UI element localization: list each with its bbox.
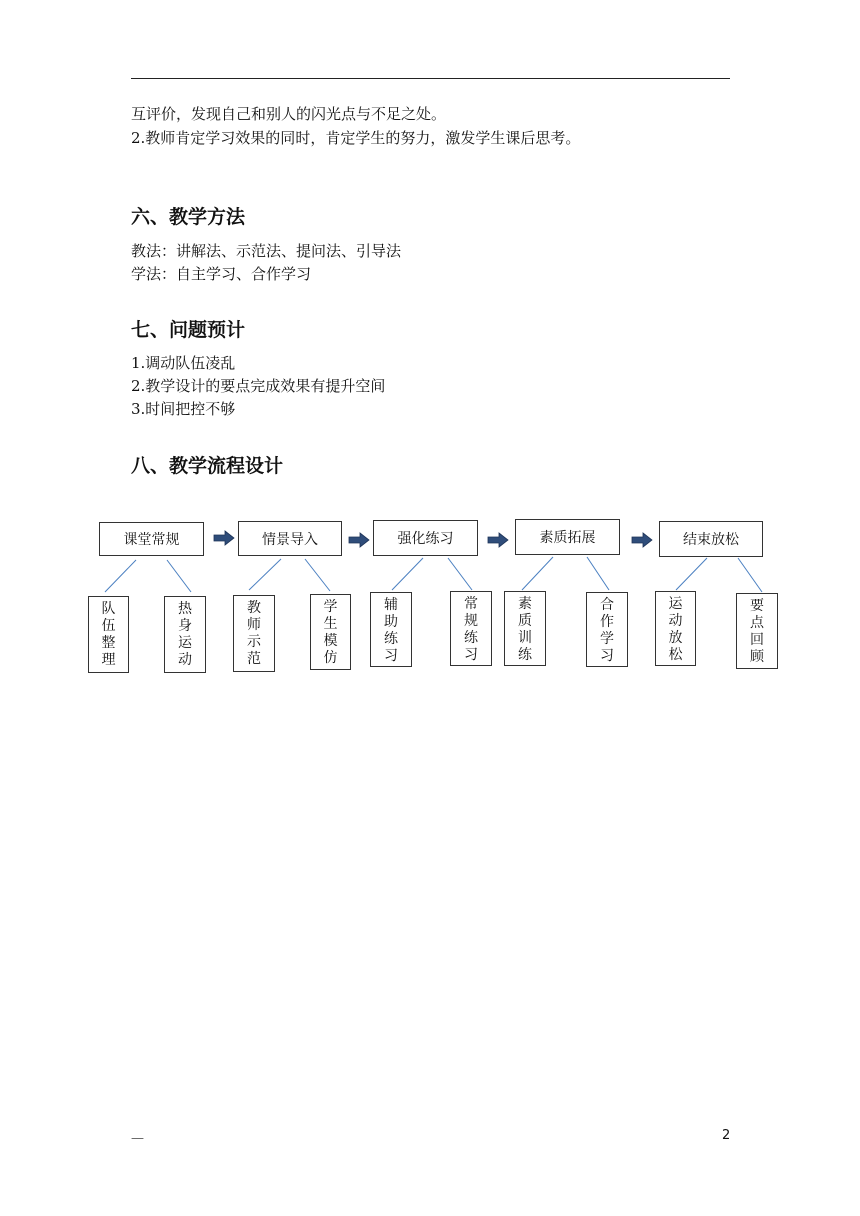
connector-line [522, 557, 553, 590]
connector-line [448, 558, 472, 590]
connector-line [738, 558, 762, 592]
flow-sub-box: 常 规 练 习 [450, 591, 492, 666]
flow-arrow-icon [487, 532, 509, 548]
flow-stage-box [238, 521, 342, 556]
teaching-methods: 教法：讲解法、示范法、提问法、引导法 [131, 242, 402, 260]
connector-line [249, 559, 281, 590]
problem-item: 1.调动队伍凌乱 [131, 354, 236, 372]
flow-sub-box: 队 伍 整 理 [88, 596, 129, 673]
body-line-2: 2.教师肯定学习效果的同时，肯定学生的努力，激发学生课后思考。 [131, 129, 581, 147]
connector-line [676, 558, 707, 590]
body-line-1: 互评价，发现自己和别人的闪光点与不足之处。 [131, 105, 447, 123]
flow-stage-label: 情景导入 [262, 531, 318, 548]
connector-line [305, 559, 330, 591]
flow-arrow-icon [348, 532, 370, 548]
footer-dash: — [131, 1131, 144, 1146]
flow-stage-label: 素质拓展 [539, 530, 596, 546]
flow-stage-box [515, 519, 620, 555]
flow-sub-box: 辅 助 练 习 [370, 592, 412, 667]
flow-stage-box [373, 520, 478, 556]
flow-stage-box [99, 522, 204, 556]
flow-stage-label: 结束放松 [683, 532, 739, 548]
problem-item: 2.教学设计的要点完成效果有提升空间 [131, 377, 386, 395]
section-6-heading: 六、教学方法 [131, 206, 246, 228]
flow-sub-box: 运 动 放 松 [655, 591, 696, 666]
flow-stage-label: 课堂常规 [123, 532, 180, 548]
flow-sub-box: 要 点 回 顾 [736, 593, 778, 669]
connector-line [392, 558, 423, 590]
flow-stage-box [659, 521, 763, 557]
flow-sub-box: 素 质 训 练 [504, 591, 546, 666]
section-8-heading: 八、教学流程设计 [131, 455, 284, 477]
section-7-heading: 七、问题预计 [131, 319, 246, 341]
flow-stage-label: 强化练习 [397, 531, 454, 547]
page-number: 2 [722, 1128, 731, 1143]
problem-item: 3.时间把控不够 [131, 400, 236, 418]
connector-line [105, 560, 136, 592]
flow-sub-box: 热 身 运 动 [164, 596, 206, 673]
flow-arrow-icon [213, 530, 235, 546]
flow-arrow-icon [631, 532, 653, 548]
connector-line [587, 557, 609, 590]
flow-sub-box: 合 作 学 习 [586, 592, 628, 667]
connector-line [167, 560, 191, 592]
learning-methods: 学法：自主学习、合作学习 [131, 265, 312, 283]
flow-sub-box: 教 师 示 范 [233, 595, 275, 672]
flow-sub-box: 学 生 模 仿 [310, 594, 351, 670]
